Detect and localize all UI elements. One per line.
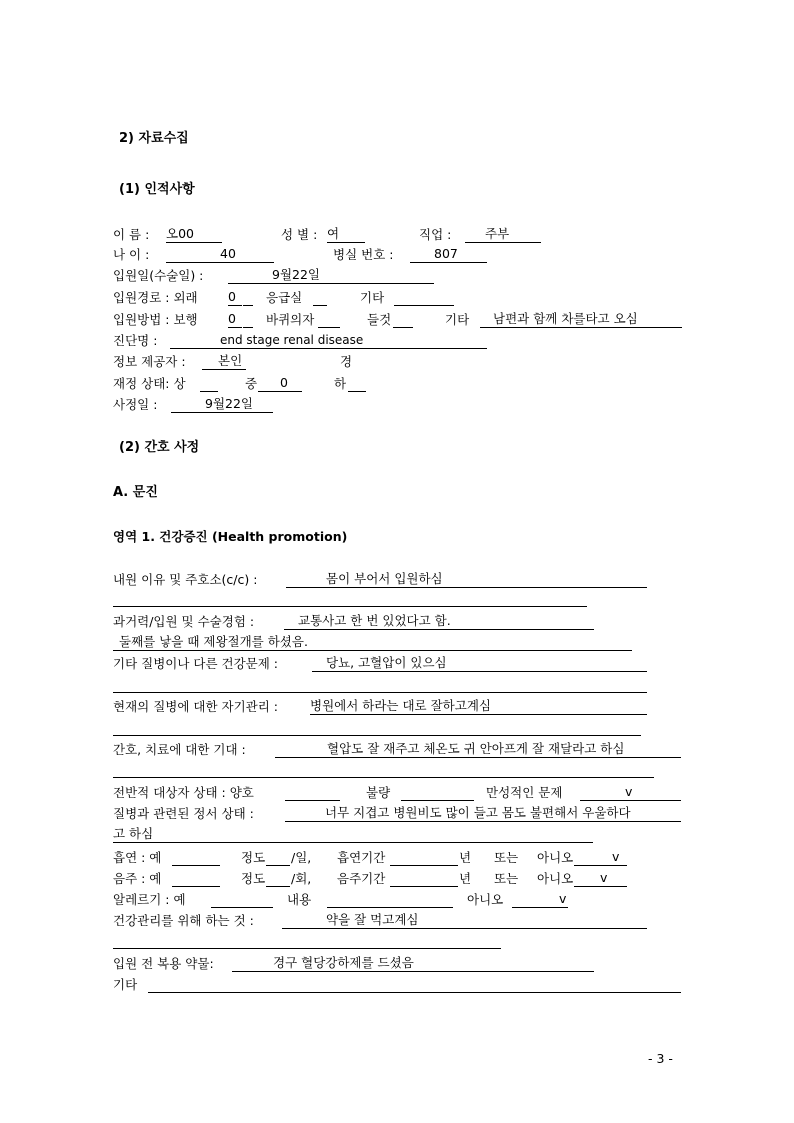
age-label: 나 이 : bbox=[113, 247, 150, 262]
other-blank bbox=[148, 992, 681, 993]
age-value: 40 bbox=[166, 246, 274, 263]
allergy-no-value: v bbox=[512, 891, 568, 908]
sex-value: 여 bbox=[327, 226, 365, 243]
route-other-blank bbox=[394, 305, 454, 306]
history-value-2: 둘째를 낳을 때 제왕절개를 하셨음. bbox=[113, 634, 632, 651]
selfcare-value: 병원에서 하라는 대로 잘하고계심 bbox=[310, 698, 647, 715]
finance-mid-value: 0 bbox=[258, 375, 302, 392]
history-label: 과거력/입원 및 수술경험 : bbox=[113, 614, 255, 629]
other-disease-extra-line bbox=[113, 692, 647, 693]
drinking-year-label: 년 bbox=[459, 871, 472, 886]
drinking-or-label: 또는 bbox=[494, 871, 519, 886]
other-label: 기타 bbox=[113, 977, 138, 992]
drinking-yes-blank bbox=[172, 886, 220, 887]
drinking-degree-unit: /회, bbox=[291, 871, 312, 886]
allergy-content-blank bbox=[327, 907, 453, 908]
status-chronic-label: 만성적인 문제 bbox=[486, 785, 563, 800]
status-bad-label: 불량 bbox=[366, 785, 391, 800]
drinking-degree-blank bbox=[266, 886, 290, 887]
allergy-no-label: 아니오 bbox=[467, 892, 504, 907]
nursing-assessment-heading: (2) 간호 사정 bbox=[119, 440, 200, 455]
method-other-value: 남편과 함께 차를타고 오심 bbox=[480, 311, 682, 328]
smoking-no-label: 아니오 bbox=[537, 850, 574, 865]
method-label: 입원방법 : 보행 bbox=[113, 312, 198, 327]
reason-value: 몸이 부어서 입원하심 bbox=[286, 571, 647, 588]
finance-high-blank bbox=[200, 391, 218, 392]
other-disease-value: 당뇨, 고혈압이 있으심 bbox=[312, 655, 647, 672]
medications-label: 입원 전 복용 약물: bbox=[113, 956, 214, 971]
expectation-extra-line bbox=[113, 777, 654, 778]
route-outpatient-value: 0 bbox=[228, 289, 242, 306]
finance-label: 재정 상태: 상 bbox=[113, 376, 186, 391]
method-walk-value: 0 bbox=[228, 311, 242, 328]
drinking-no-value: v bbox=[574, 870, 627, 887]
page-number: - 3 - bbox=[648, 1051, 673, 1066]
smoking-or-label: 또는 bbox=[494, 850, 519, 865]
smoking-period-label: 흡연기간 bbox=[337, 850, 386, 865]
informant-extra: 경 bbox=[340, 354, 353, 369]
method-wheelchair-blank bbox=[318, 327, 340, 328]
reason-extra-line bbox=[113, 606, 587, 607]
health-mgmt-extra-line bbox=[113, 948, 501, 949]
status-chronic-value: v bbox=[580, 784, 681, 801]
expectation-label: 간호, 치료에 대한 기대 : bbox=[113, 742, 246, 757]
section-heading: 2) 자료수집 bbox=[119, 131, 189, 146]
domain1-heading: 영역 1. 건강증진 (Health promotion) bbox=[113, 529, 348, 544]
room-value: 807 bbox=[410, 246, 487, 263]
drinking-period-blank bbox=[390, 886, 458, 887]
drinking-degree-label: 정도 bbox=[241, 871, 266, 886]
history-value: 교통사고 한 번 있었다고 함. bbox=[284, 613, 594, 630]
informant-value: 본인 bbox=[202, 353, 246, 370]
name-label: 이 름 : bbox=[113, 227, 150, 242]
smoking-period-blank bbox=[390, 865, 458, 866]
expectation-value: 혈압도 잘 재주고 체온도 귀 안아프게 잘 재달라고 하심 bbox=[275, 741, 681, 758]
drinking-no-label: 아니오 bbox=[537, 871, 574, 886]
sex-label: 성 별 : bbox=[281, 227, 318, 242]
interview-heading: A. 문진 bbox=[113, 485, 158, 500]
smoking-label: 흡연 : 예 bbox=[113, 850, 162, 865]
smoking-degree-label: 정도 bbox=[241, 850, 266, 865]
other-disease-label: 기타 질병이나 다른 건강문제 : bbox=[113, 656, 279, 671]
job-label: 직업 : bbox=[419, 227, 452, 242]
emotion-label: 질병과 관련된 정서 상태 : bbox=[113, 806, 254, 821]
medications-value: 경구 혈당강하제를 드셨음 bbox=[232, 955, 594, 972]
selfcare-label: 현재의 질병에 대한 자기관리 : bbox=[113, 699, 279, 714]
method-walk-blank bbox=[243, 327, 253, 328]
status-bad-blank bbox=[401, 800, 474, 801]
method-wheelchair-label: 바퀴의자 bbox=[266, 312, 315, 327]
route-label: 입원경로 : 외래 bbox=[113, 290, 198, 305]
health-mgmt-value: 약을 잘 먹고계심 bbox=[282, 912, 647, 929]
allergy-content-label: 내용 bbox=[287, 892, 312, 907]
name-value: 오00 bbox=[166, 226, 222, 243]
smoking-year-label: 년 bbox=[459, 850, 472, 865]
smoking-no-value: v bbox=[574, 849, 627, 866]
finance-low-label: 하 bbox=[334, 376, 347, 391]
status-label: 전반적 대상자 상태 : 양호 bbox=[113, 785, 254, 800]
drinking-label: 음주 : 예 bbox=[113, 871, 162, 886]
assess-date-value: 9월22일 bbox=[171, 396, 273, 413]
drinking-period-label: 음주기간 bbox=[337, 871, 386, 886]
informant-label: 정보 제공자 : bbox=[113, 354, 186, 369]
assess-date-label: 사정일 : bbox=[113, 397, 158, 412]
route-er-label: 응급실 bbox=[266, 290, 303, 305]
emotion-value: 너무 지겹고 병원비도 많이 들고 몸도 불편해서 우울하다 bbox=[285, 805, 681, 822]
admit-date-value: 9월22일 bbox=[228, 267, 434, 284]
allergy-label: 알레르기 : 예 bbox=[113, 892, 186, 907]
status-good-blank bbox=[285, 800, 340, 801]
diagnosis-value: end stage renal disease bbox=[170, 332, 487, 349]
admit-date-label: 입원일(수술일) : bbox=[113, 268, 204, 283]
diagnosis-label: 진단명 : bbox=[113, 333, 158, 348]
method-stretcher-label: 들것 bbox=[367, 312, 392, 327]
emotion-value-2: 고 하심 bbox=[113, 826, 593, 843]
smoking-yes-blank bbox=[172, 865, 220, 866]
personal-info-heading: (1) 인적사항 bbox=[119, 182, 195, 197]
allergy-yes-blank bbox=[211, 907, 273, 908]
method-other-label: 기타 bbox=[445, 312, 470, 327]
route-er-blank bbox=[313, 305, 327, 306]
job-value: 주부 bbox=[465, 226, 541, 243]
room-label: 병실 번호 : bbox=[333, 247, 394, 262]
smoking-degree-unit: /일, bbox=[291, 850, 312, 865]
reason-label: 내원 이유 및 주호소(c/c) : bbox=[113, 572, 258, 587]
finance-mid-label: 중 bbox=[245, 376, 258, 391]
route-outpatient-blank bbox=[243, 305, 253, 306]
health-mgmt-label: 건강관리를 위해 하는 것 : bbox=[113, 913, 254, 928]
smoking-degree-blank bbox=[266, 865, 290, 866]
route-other-label: 기타 bbox=[360, 290, 385, 305]
finance-low-blank bbox=[348, 391, 366, 392]
method-stretcher-blank bbox=[393, 327, 413, 328]
selfcare-extra-line bbox=[113, 735, 641, 736]
